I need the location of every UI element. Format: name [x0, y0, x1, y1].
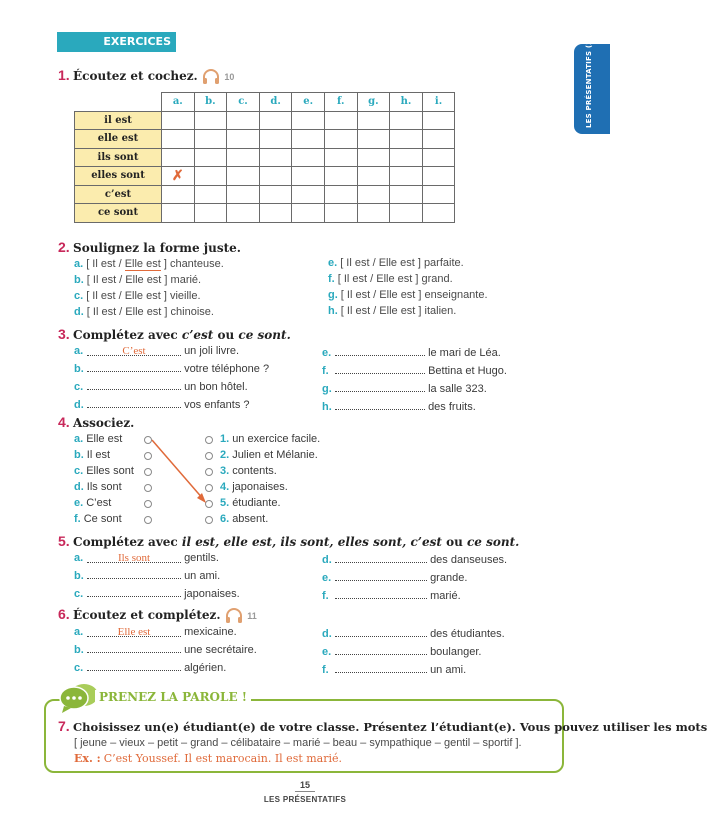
grid-row — [75, 111, 455, 130]
grid-cell[interactable] — [227, 185, 260, 204]
audio-track-number: 10 — [224, 72, 235, 82]
grid-cell[interactable] — [324, 185, 357, 204]
item-text: contents. — [232, 465, 277, 477]
grid-cell[interactable] — [162, 111, 195, 130]
item-text: japonaises. — [232, 481, 288, 493]
grid-cell[interactable] — [194, 204, 227, 223]
grid-cell[interactable] — [194, 130, 227, 149]
item-letter: a. — [74, 626, 84, 638]
item-text: une secrétaire. — [184, 644, 257, 656]
grid-col-header: e. — [292, 93, 325, 112]
exercise-5-number: 5. — [58, 533, 70, 549]
item-letter: c. — [74, 290, 84, 302]
grid-cell[interactable] — [194, 185, 227, 204]
list-item — [74, 288, 224, 304]
audio-track-number: 11 — [247, 611, 257, 621]
grid-cell[interactable] — [292, 185, 325, 204]
item-letter: e. — [322, 347, 332, 359]
list-item — [322, 379, 507, 397]
item-text[interactable]: [ Il est / Elle est ] parfaite. — [340, 257, 464, 269]
item-letter: f. — [322, 664, 329, 676]
match-dot[interactable] — [205, 516, 213, 524]
match-dot[interactable] — [144, 516, 152, 524]
list-item — [328, 255, 488, 271]
item-letter: f. — [322, 365, 329, 377]
item-letter: g. — [322, 383, 332, 395]
exercise-7-instruction — [58, 718, 707, 734]
list-item — [74, 272, 224, 288]
grid-row — [75, 204, 455, 223]
grid-col-header: f. — [324, 93, 357, 112]
example-text: C’est Youssef. Il est marocain. Il est marié. — [103, 752, 343, 765]
list-item — [74, 395, 269, 413]
grid-col-header: c. — [227, 93, 260, 112]
list-item — [322, 343, 507, 361]
exercise-3-left-list — [74, 343, 269, 413]
item-text[interactable]: [ Il est / Elle est ] vieille. — [86, 290, 201, 302]
listening-grid — [74, 92, 455, 223]
grid-cell[interactable] — [227, 204, 260, 223]
item-number: 2. — [220, 449, 230, 461]
grid-cell[interactable] — [227, 111, 260, 130]
answer-blank[interactable] — [335, 343, 425, 356]
item-letter: d. — [322, 554, 332, 566]
item-letter: b. — [74, 449, 84, 461]
list-item — [74, 377, 269, 395]
grid-row — [75, 167, 455, 186]
list-item — [74, 256, 224, 272]
list-item — [322, 642, 505, 660]
headphones-icon[interactable] — [224, 608, 244, 624]
exercise-3-right-list — [322, 343, 507, 415]
item-text: la salle 323. — [428, 383, 487, 395]
exercise-6-number: 6. — [58, 606, 70, 622]
item-letter: h. — [322, 401, 332, 413]
grid-cell[interactable] — [194, 111, 227, 130]
match-left-item — [74, 447, 134, 463]
grid-cell[interactable] — [227, 148, 260, 167]
item-text[interactable]: [ Il est / Elle est ] enseignante. — [340, 289, 488, 301]
grid-cell[interactable] — [194, 148, 227, 167]
exercise-2-heading — [58, 239, 241, 255]
grid-row-header: elle est — [75, 130, 162, 149]
list-item — [328, 303, 488, 319]
grid-cell[interactable] — [324, 204, 357, 223]
match-right-item — [220, 511, 320, 527]
exercise-2-number: 2. — [58, 239, 70, 255]
item-letter: f. — [74, 513, 81, 525]
list-item — [322, 660, 505, 678]
grid-cell[interactable] — [259, 130, 292, 149]
grid-cell[interactable] — [162, 148, 195, 167]
grid-cell[interactable] — [357, 130, 390, 149]
item-number: 4. — [220, 481, 230, 493]
exercise-1-heading — [58, 67, 234, 85]
item-letter: g. — [328, 289, 338, 301]
answer-blank[interactable] — [87, 566, 181, 579]
item-text: Julien et Mélanie. — [232, 449, 318, 461]
list-item — [322, 397, 507, 415]
grid-cell[interactable] — [259, 185, 292, 204]
item-text: Elle est — [86, 433, 123, 445]
list-item — [74, 359, 269, 377]
match-right-item — [220, 447, 320, 463]
exercise-5-right-list — [322, 550, 507, 604]
item-text: Elles sont — [86, 465, 134, 477]
answer-blank[interactable] — [87, 395, 181, 408]
exercise-5-left-list — [74, 550, 240, 602]
cross-mark-icon: ✗ — [171, 167, 184, 184]
answer-blank[interactable] — [335, 586, 427, 599]
item-text: japonaises. — [184, 588, 240, 600]
list-item — [74, 640, 257, 658]
match-left-item — [74, 479, 134, 495]
item-text: absent. — [232, 513, 269, 525]
list-item — [322, 568, 507, 586]
grid-row — [75, 148, 455, 167]
grid-cell[interactable] — [324, 148, 357, 167]
grid-cell[interactable] — [162, 204, 195, 223]
exercise-6-left-list — [74, 624, 257, 676]
grid-row — [75, 130, 455, 149]
answer-blank[interactable] — [87, 584, 181, 597]
exercise-3-number: 3. — [58, 326, 70, 342]
item-text: un exercice facile. — [232, 433, 321, 445]
grid-corner — [75, 93, 162, 112]
item-text: des étudiantes. — [430, 628, 505, 640]
grid-cell[interactable] — [194, 167, 227, 186]
exercise-7-example — [74, 752, 342, 765]
exercise-4-right-list — [220, 431, 320, 527]
list-item — [328, 287, 488, 303]
answer-blank[interactable]: Ils sont — [87, 550, 181, 563]
grid-cell[interactable] — [390, 167, 423, 186]
exercise-2-right-list — [328, 255, 488, 319]
answer-blank[interactable]: Elle est — [87, 624, 181, 637]
grid-cell[interactable] — [357, 204, 390, 223]
grid-cell[interactable] — [357, 148, 390, 167]
grid-cell[interactable] — [292, 148, 325, 167]
grid-col-header: a. — [162, 93, 195, 112]
grid-cell[interactable] — [422, 167, 455, 186]
item-number: 3. — [220, 465, 230, 477]
grid-cell[interactable] — [227, 130, 260, 149]
list-item — [74, 584, 240, 602]
item-text[interactable]: [ Il est / Elle est ] grand. — [337, 273, 453, 285]
exercise-1-number: 1. — [58, 67, 70, 83]
exercise-3-title-mid: ou — [213, 328, 239, 342]
grid-cell[interactable] — [259, 204, 292, 223]
list-item — [322, 361, 507, 379]
list-item — [322, 586, 507, 604]
grid-cell[interactable] — [390, 204, 423, 223]
item-letter: b. — [74, 570, 84, 582]
headphones-icon[interactable] — [201, 69, 221, 85]
match-right-item — [220, 431, 320, 447]
match-line-arrow — [140, 430, 220, 515]
exercise-6-heading — [58, 606, 257, 624]
grid-cell[interactable] — [390, 111, 423, 130]
answer-blank[interactable] — [87, 359, 181, 372]
match-right-item — [220, 495, 320, 511]
list-item — [322, 550, 507, 568]
exercise-6-right-list — [322, 624, 505, 678]
exercise-3-title-form-a: c’est — [181, 328, 214, 342]
match-right-item — [220, 463, 320, 479]
item-letter: a. — [74, 345, 84, 357]
item-letter: b. — [74, 644, 84, 656]
grid-cell[interactable] — [357, 111, 390, 130]
item-letter: e. — [322, 646, 332, 658]
match-right-item — [220, 479, 320, 495]
answer-blank[interactable] — [335, 361, 425, 374]
list-item — [322, 624, 505, 642]
grid-cell[interactable] — [390, 185, 423, 204]
grid-cell[interactable] — [292, 204, 325, 223]
grid-row-header: ce sont — [75, 204, 162, 223]
grid-cell[interactable] — [292, 167, 325, 186]
item-letter: c. — [74, 588, 84, 600]
item-text: Ils sont — [86, 481, 122, 493]
item-letter: c. — [74, 662, 84, 674]
grid-cell[interactable] — [292, 111, 325, 130]
item-text: un joli livre. — [184, 345, 240, 357]
item-number: 1. — [220, 433, 230, 445]
exercise-2-left-list — [74, 256, 224, 320]
item-text: un bon hôtel. — [184, 381, 248, 393]
answer-blank[interactable] — [87, 658, 181, 671]
exercices-banner: EXERCICES — [57, 32, 176, 52]
grid-row — [75, 185, 455, 204]
list-item — [74, 550, 240, 566]
grid-cell[interactable] — [324, 130, 357, 149]
grid-cell[interactable] — [390, 130, 423, 149]
item-letter: f. — [328, 273, 335, 285]
answer-blank[interactable] — [87, 377, 181, 390]
item-text: marié. — [430, 590, 461, 602]
item-text: algérien. — [184, 662, 227, 674]
item-text: un ami. — [184, 570, 221, 582]
list-item — [74, 566, 240, 584]
item-text: le mari de Léa. — [428, 347, 501, 359]
exercise-4-left-list — [74, 431, 134, 527]
list-item — [74, 343, 269, 359]
exercise-2-title: Soulignez la forme juste. — [73, 241, 241, 255]
exercise-4-title: Associez. — [73, 416, 135, 430]
item-text: Il est — [86, 449, 111, 461]
answer-blank[interactable] — [335, 568, 427, 581]
item-letter: d. — [74, 399, 84, 411]
grid-cell[interactable] — [162, 130, 195, 149]
item-text: des fruits. — [428, 401, 476, 413]
exercise-5-heading — [58, 533, 519, 549]
list-item — [74, 658, 257, 676]
item-letter: b. — [74, 274, 84, 286]
match-left-item — [74, 431, 134, 447]
grid-cell[interactable] — [292, 130, 325, 149]
speech-bubbles-icon — [58, 682, 100, 714]
match-left-item — [74, 463, 134, 479]
item-text: ] chanteuse. — [160, 258, 224, 270]
item-text: Bettina et Hugo. — [428, 365, 507, 377]
item-letter: e. — [74, 497, 84, 509]
grid-col-header: h. — [390, 93, 423, 112]
grid-row-header: ils sont — [75, 148, 162, 167]
item-letter: h. — [328, 305, 338, 317]
chapter-side-tab-label: LES PRÉSENTATIFS (2) — [585, 36, 593, 128]
grid-row-header: c’est — [75, 185, 162, 204]
grid-cell[interactable] — [324, 167, 357, 186]
grid-cell[interactable] — [259, 167, 292, 186]
exercise-5-title-forms: il est, elle est, ils sont, elles sont, c’est — [181, 535, 442, 549]
match-left-item — [74, 511, 134, 527]
answer-blank[interactable] — [335, 379, 425, 392]
item-letter: b. — [74, 363, 84, 375]
item-letter: e. — [322, 572, 332, 584]
item-text: vos enfants ? — [184, 399, 250, 411]
item-letter: e. — [328, 257, 338, 269]
item-text: boulanger. — [430, 646, 482, 658]
item-text: étudiante. — [232, 497, 281, 509]
match-left-item — [74, 495, 134, 511]
answer-blank[interactable] — [335, 397, 425, 410]
item-text[interactable]: [ Il est / Elle est ] italien. — [340, 305, 457, 317]
item-letter: a. — [74, 433, 84, 445]
item-text: des danseuses. — [430, 554, 508, 566]
exercise-7-word-list: [ jeune – vieux – petit – grand – célibataire – marié – beau – sympathique – gentil – sportif ]. — [74, 737, 522, 749]
item-text: C’est — [86, 497, 112, 509]
exercise-4-heading — [58, 414, 134, 430]
list-item — [328, 271, 488, 287]
exercise-7-number: 7. — [58, 718, 70, 734]
page-number: 15 — [299, 780, 310, 790]
answer-blank[interactable] — [87, 640, 181, 653]
exercise-6-title: Écoutez et complétez. — [73, 608, 221, 622]
item-number: 5. — [220, 497, 230, 509]
list-item — [74, 304, 224, 320]
grid-cell[interactable] — [422, 111, 455, 130]
grid-col-header: b. — [194, 93, 227, 112]
grid-cell[interactable] — [422, 185, 455, 204]
grid-col-header: d. — [259, 93, 292, 112]
grid-cell[interactable] — [259, 111, 292, 130]
answer-blank[interactable]: C’est — [87, 343, 181, 356]
exercise-4-number: 4. — [58, 414, 70, 430]
item-letter: a. — [74, 258, 84, 270]
item-letter: d. — [322, 628, 332, 640]
item-letter: c. — [74, 381, 84, 393]
item-letter: a. — [74, 552, 84, 564]
grid-cell-checked[interactable] — [162, 167, 195, 186]
item-letter: d. — [74, 481, 84, 493]
grid-header-row — [75, 93, 455, 112]
answer-blank[interactable] — [335, 624, 427, 637]
footer-divider — [295, 791, 315, 792]
grid-cell[interactable] — [422, 130, 455, 149]
answer-blank[interactable] — [335, 550, 427, 563]
exercise-3-title-form-b: ce sont. — [238, 328, 291, 342]
underlined-answer[interactable]: Elle est — [124, 258, 161, 270]
grid-row-header: il est — [75, 111, 162, 130]
exercise-5-title-mid: ou — [441, 535, 467, 549]
item-text: mexicaine. — [184, 626, 237, 638]
item-text: Ce sont — [83, 513, 122, 525]
exercise-7-text: Choisissez un(e) étudiant(e) de votre classe. Présentez l’étudiant(e). Vous pouvez utiliser les mots — [73, 720, 707, 734]
exercise-1-title: Écoutez et cochez. — [73, 69, 198, 83]
grid-cell[interactable] — [162, 185, 195, 204]
item-text: [ Il est / — [86, 258, 125, 270]
item-letter: f. — [322, 590, 329, 602]
grid-cell[interactable] — [357, 167, 390, 186]
exercise-5-title-pre: Complétez avec — [73, 535, 182, 549]
grid-row-header: elles sont — [75, 167, 162, 186]
grid-cell[interactable] — [259, 148, 292, 167]
answer-blank[interactable] — [335, 660, 427, 673]
item-text: gentils. — [184, 552, 219, 564]
exercise-3-title-pre: Complétez avec — [73, 328, 182, 342]
item-text: votre téléphone ? — [184, 363, 270, 375]
item-text: grande. — [430, 572, 468, 584]
grid-col-header: i. — [422, 93, 455, 112]
answer-blank[interactable] — [335, 642, 427, 655]
grid-cell[interactable] — [324, 111, 357, 130]
item-number: 6. — [220, 513, 230, 525]
footer-chapter-title: LES PRÉSENTATIFS — [263, 795, 347, 804]
grid-cell[interactable] — [390, 148, 423, 167]
grid-cell[interactable] — [422, 148, 455, 167]
item-text[interactable]: [ Il est / Elle est ] chinoise. — [86, 306, 214, 318]
chapter-side-tab — [574, 36, 610, 134]
grid-cell[interactable] — [422, 204, 455, 223]
item-text[interactable]: [ Il est / Elle est ] marié. — [86, 274, 202, 286]
list-item — [74, 624, 257, 640]
item-letter: d. — [74, 306, 84, 318]
exercise-5-title-last: ce sont. — [467, 535, 520, 549]
speaking-box-label: PRENEZ LA PAROLE ! — [95, 690, 251, 704]
item-text: un ami. — [430, 664, 467, 676]
grid-cell[interactable] — [357, 185, 390, 204]
item-letter: c. — [74, 465, 84, 477]
example-label: Ex. : — [74, 752, 101, 765]
grid-cell[interactable] — [227, 167, 260, 186]
exercise-3-heading — [58, 326, 291, 342]
grid-col-header: g. — [357, 93, 390, 112]
